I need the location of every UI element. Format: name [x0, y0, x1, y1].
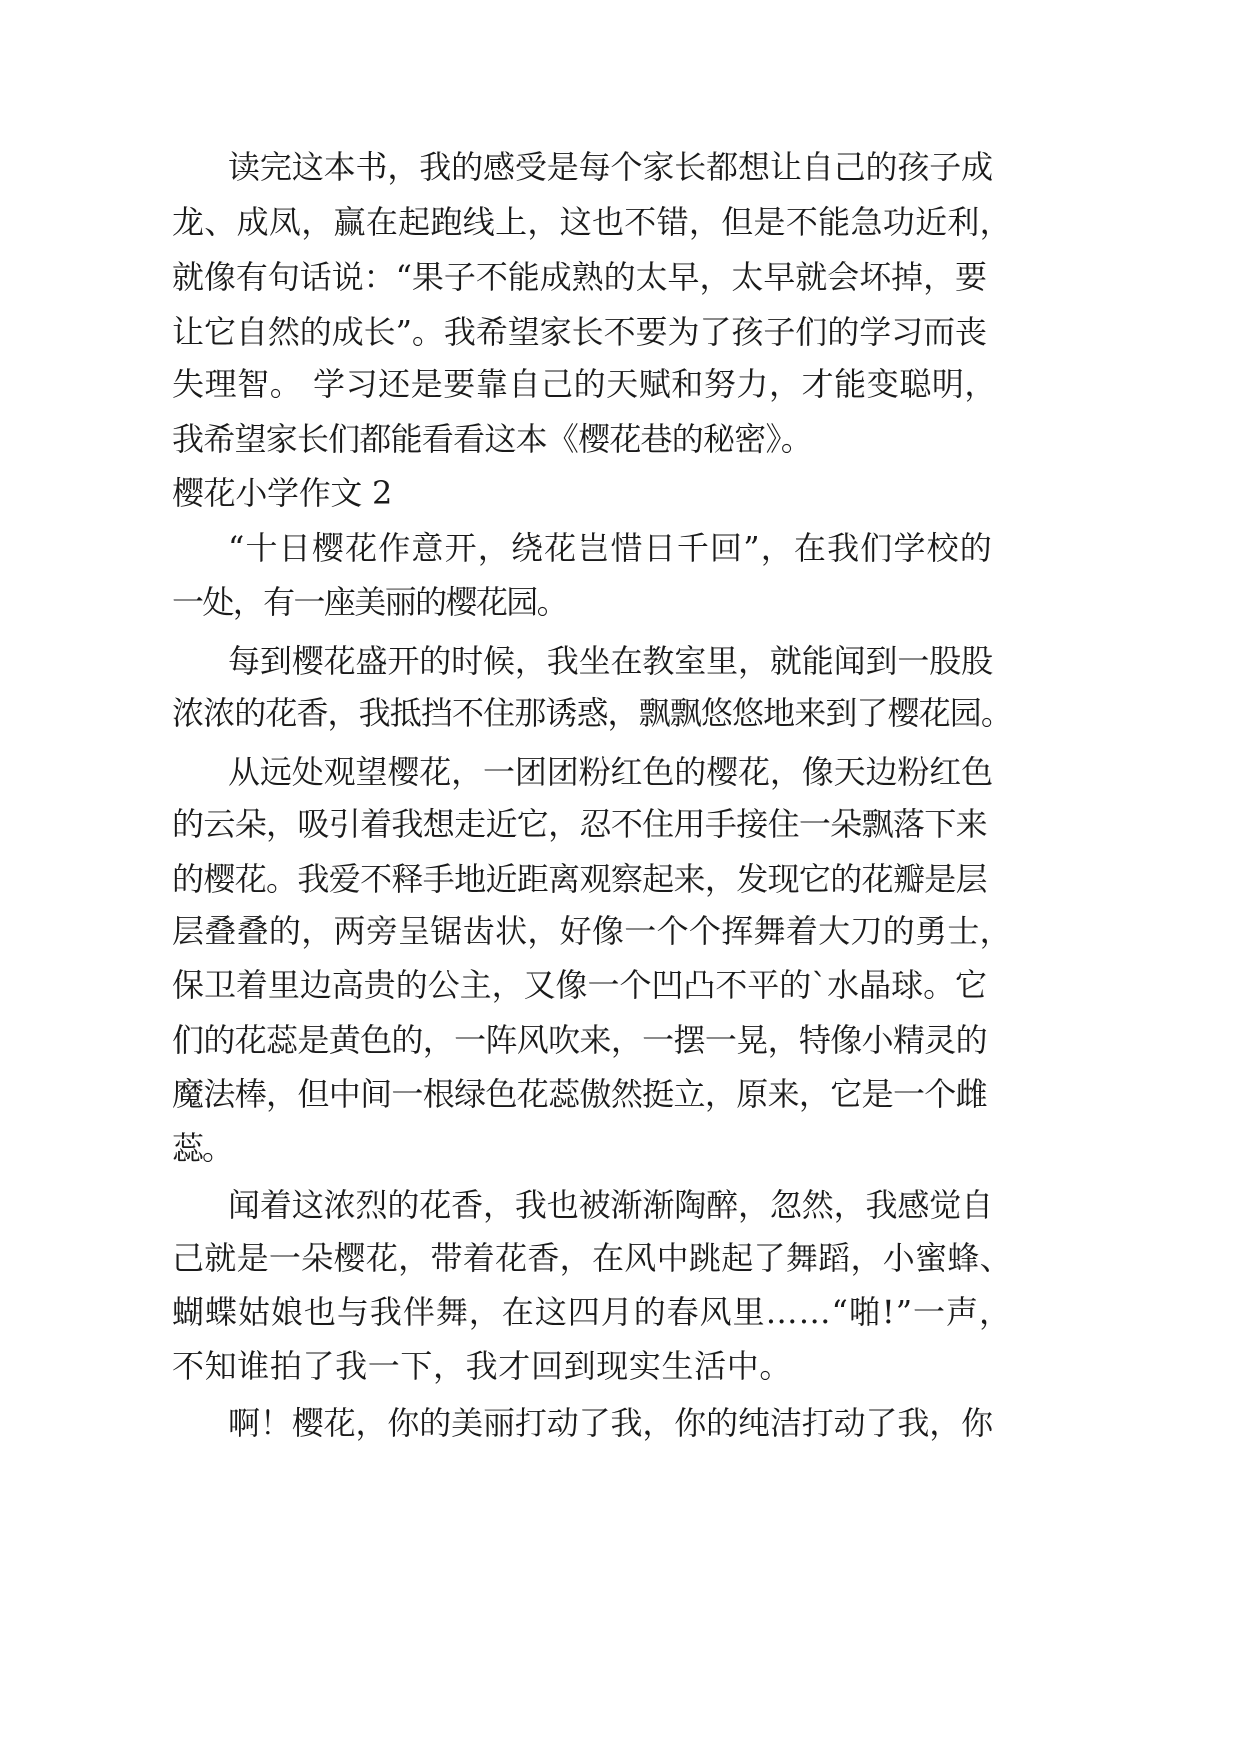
- text-line: 就像有句话说：“果子不能成熟的太早，太早就会坏掉，要: [172, 258, 987, 296]
- text-line: 龙、成凤，赢在起跑线上，这也不错，但是不能急功近利，: [172, 203, 1012, 241]
- text-line: 浓浓的花香，我抵挡不住那诱惑，飘飘悠悠地来到了樱花园。: [172, 694, 1012, 732]
- text-line: 啊！樱花，你的美丽打动了我，你的纯洁打动了我，你: [228, 1404, 993, 1442]
- text-line: 不知谁拍了我一下，我才回到现实生活中。: [172, 1347, 792, 1385]
- text-line: 每到樱花盛开的时候，我坐在教室里，就能闻到一股股: [228, 642, 993, 680]
- text-line: 失理智。 学习还是要靠自己的天赋和努力，才能变聪明，: [172, 365, 997, 403]
- text-line: 闻着这浓烈的花香，我也被渐渐陶醉，忽然，我感觉自: [228, 1186, 993, 1224]
- text-line: 的樱花。我爱不释手地近距离观察起来，发现它的花瓣是层: [172, 860, 987, 898]
- text-line: 层叠叠的，两旁呈锯齿状，好像一个个挥舞着大刀的勇士，: [172, 912, 1012, 950]
- text-line: 让它自然的成长”。我希望家长不要为了孩子们的学习而丧: [172, 313, 987, 351]
- text-line: 一处，有一座美丽的樱花园。: [172, 583, 567, 621]
- text-line: 从远处观望樱花，一团团粉红色的樱花，像天边粉红色: [228, 753, 993, 791]
- text-line: 的云朵，吸引着我想走近它，忍不住用手接住一朵飘落下来: [172, 805, 987, 843]
- text-line: 我希望家长们都能看看这本《樱花巷的秘密》。: [172, 420, 812, 458]
- text-line: 己就是一朵樱花，带着花香，在风中跳起了舞蹈，小蜜蜂、: [172, 1239, 1012, 1277]
- text-line: 魔法棒，但中间一根绿色花蕊傲然挺立，原来，它是一个雌: [172, 1075, 987, 1113]
- text-line: 们的花蕊是黄色的，一阵风吹来，一摆一晃，特像小精灵的: [172, 1021, 987, 1059]
- text-line: 保卫着里边高贵的公主，又像一个凹凸不平的`水晶球。它: [172, 966, 987, 1004]
- section-title: 樱花小学作文 2: [172, 474, 392, 512]
- text-line: 蕊。: [172, 1129, 233, 1167]
- text-line: 读完这本书，我的感受是每个家长都想让自己的孩子成: [228, 148, 993, 186]
- text-line: “十日樱花作意开，绕花岂惜日千回”，在我们学校的: [228, 529, 993, 567]
- text-line: 蝴蝶姑娘也与我伴舞，在这四月的春风里……“啪!”一声，: [172, 1293, 1012, 1331]
